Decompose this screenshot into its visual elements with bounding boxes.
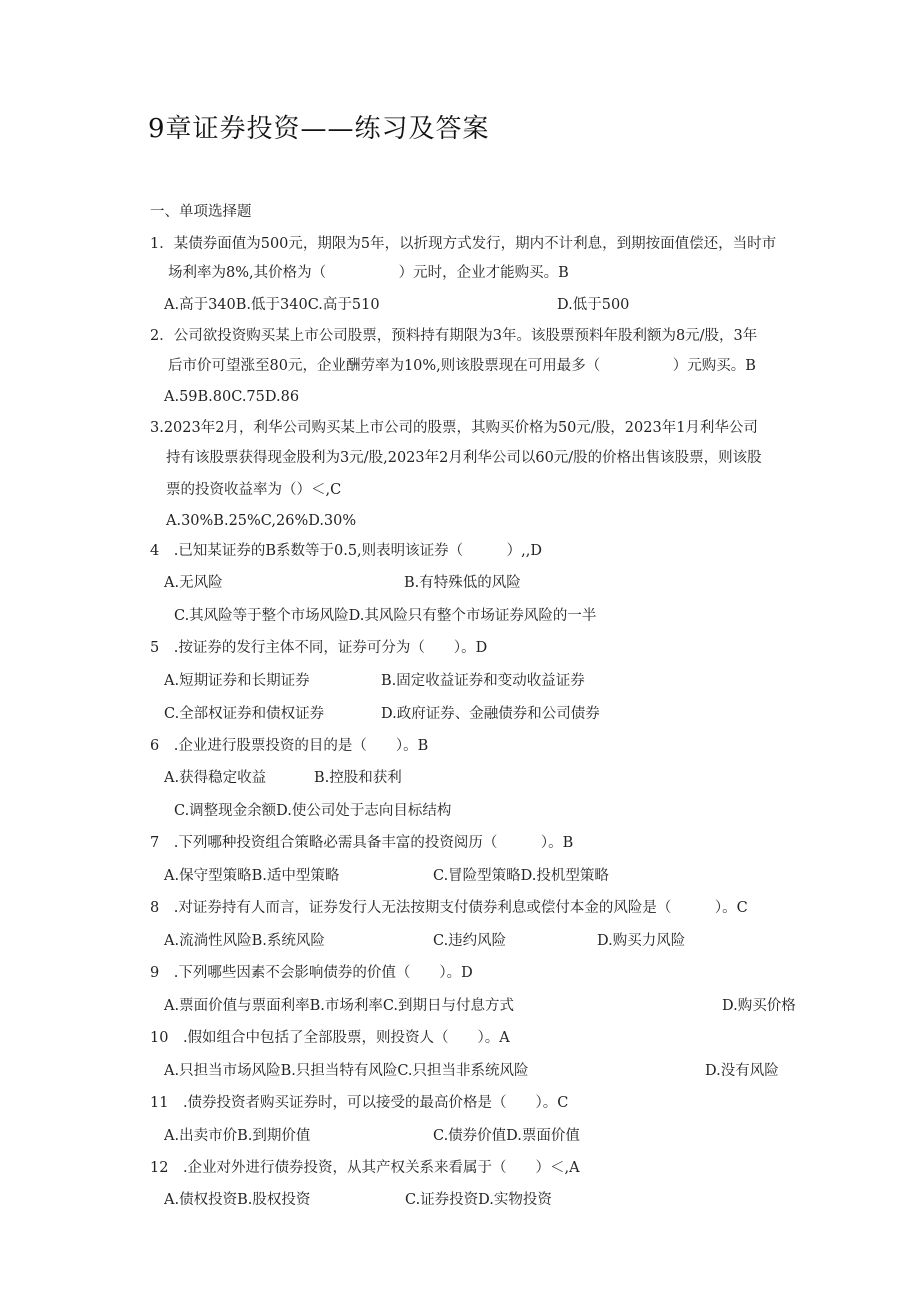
question-3-option: A.30%B.25%C,26%D.30%: [166, 513, 357, 529]
question-10-option: A.只担当市场风险B.只担当特有风险C.只担当非系统风险: [164, 1063, 529, 1079]
page-title: 9章证券投资——练习及答案: [148, 114, 490, 144]
question-4-option: B.有特殊低的风险: [404, 575, 521, 591]
question-11-option: C.债券价值D.票面价值: [433, 1128, 580, 1144]
question-5-option: C.全部权证券和债权证券: [164, 706, 325, 722]
question-9-option: D.购买价格: [722, 998, 796, 1014]
question-3-stem-line-3: 票的投资收益率为（）＜,C: [166, 482, 342, 498]
question-12-stem: 12 .企业对外进行债券投资，从其产权关系来看属于（ ）＜,A: [150, 1160, 580, 1176]
question-8-stem: 8 .对证券持有人而言，证券发行人无法按期支付债券利息或偿付本金的风险是（ ）。C: [150, 900, 748, 916]
question-12-option: A.债权投资B.股权投资: [164, 1192, 311, 1208]
question-4-option: C.其风险等于整个市场风险D.其风险只有整个市场证券风险的一半: [174, 608, 597, 624]
question-11-option: A.出卖市价B.到期价值: [164, 1128, 311, 1144]
question-7-stem: 7 .下列哪种投资组合策略必需具备丰富的投资阅历（ ）。B: [150, 835, 574, 851]
question-5-option: A.短期证券和长期证券: [164, 673, 310, 689]
question-6-option: A.获得稳定收益: [164, 770, 267, 786]
question-8-option: D.购买力风险: [597, 933, 686, 949]
question-1-option: D.低于500: [557, 297, 630, 313]
question-6-stem: 6 .企业进行股票投资的目的是（ ）。B: [150, 738, 429, 754]
question-2-stem-line-2: 后市价可望涨至80元，企业酬劳率为10%,则该股票现在可用最多（ ）元购买。B: [168, 358, 756, 374]
question-9-stem: 9 .下列哪些因素不会影响债券的价值（ ）。D: [150, 965, 473, 981]
question-5-option: D.政府证券、金融债券和公司债券: [381, 706, 600, 722]
question-8-option: C.违约风险: [433, 933, 507, 949]
question-1-stem-line-2: 场利率为8%,其价格为（ ）元时，企业才能购买。B: [168, 265, 569, 281]
question-2-stem-line-1: 2．公司欲投资购买某上市公司股票，预料持有期限为3年。该股票预料年股利额为8元/股，3年: [150, 328, 758, 344]
question-6-option: B.控股和获利: [314, 770, 402, 786]
question-8-option: A.流淌性风险B.系统风险: [164, 933, 325, 949]
question-10-stem: 10 .假如组合中包括了全部股票，则投资人（ ）。A: [150, 1030, 510, 1046]
section-heading: 一、单项选择题: [150, 204, 252, 220]
question-11-stem: 11 .债券投资者购买证券时，可以接受的最高价格是（ ）。C: [150, 1095, 569, 1111]
question-5-stem: 5 .按证券的发行主体不同，证券可分为（ ）。D: [150, 640, 488, 656]
question-12-option: C.证券投资D.实物投资: [405, 1192, 552, 1208]
question-1-stem-line-1: 1．某债券面值为500元，期限为5年，以折现方式发行，期内不计利息，到期按面值偿还，当时市: [150, 236, 777, 252]
question-5-option: B.固定收益证券和变动收益证券: [381, 673, 585, 689]
question-1-option: A.高于340B.低于340C.高于510: [164, 297, 380, 313]
question-4-option: A.无风险: [164, 575, 223, 591]
question-3-stem-line-2: 持有该股票获得现金股利为3元/股,2023年2月利华公司以60元/股的价格出售该股票，则该股: [166, 450, 762, 466]
question-2-option: A.59B.80C.75D.86: [164, 389, 300, 405]
question-7-option: A.保守型策略B.适中型策略: [164, 868, 340, 884]
question-4-stem: 4 .已知某证券的B系数等于0.5,则表明该证券（ ）,,D: [150, 543, 543, 559]
question-10-option: D.没有风险: [705, 1063, 779, 1079]
question-3-stem-line-1: 3.2023年2月，利华公司购买某上市公司的股票，其购买价格为50元/股，2023年1月利华公司: [150, 420, 758, 436]
question-7-option: C.冒险型策略D.投机型策略: [433, 868, 609, 884]
question-9-option: A.票面价值与票面利率B.市场利率C.到期日与付息方式: [164, 998, 515, 1014]
question-6-option: C.调整现金余额D.使公司处于志向目标结构: [174, 803, 452, 819]
